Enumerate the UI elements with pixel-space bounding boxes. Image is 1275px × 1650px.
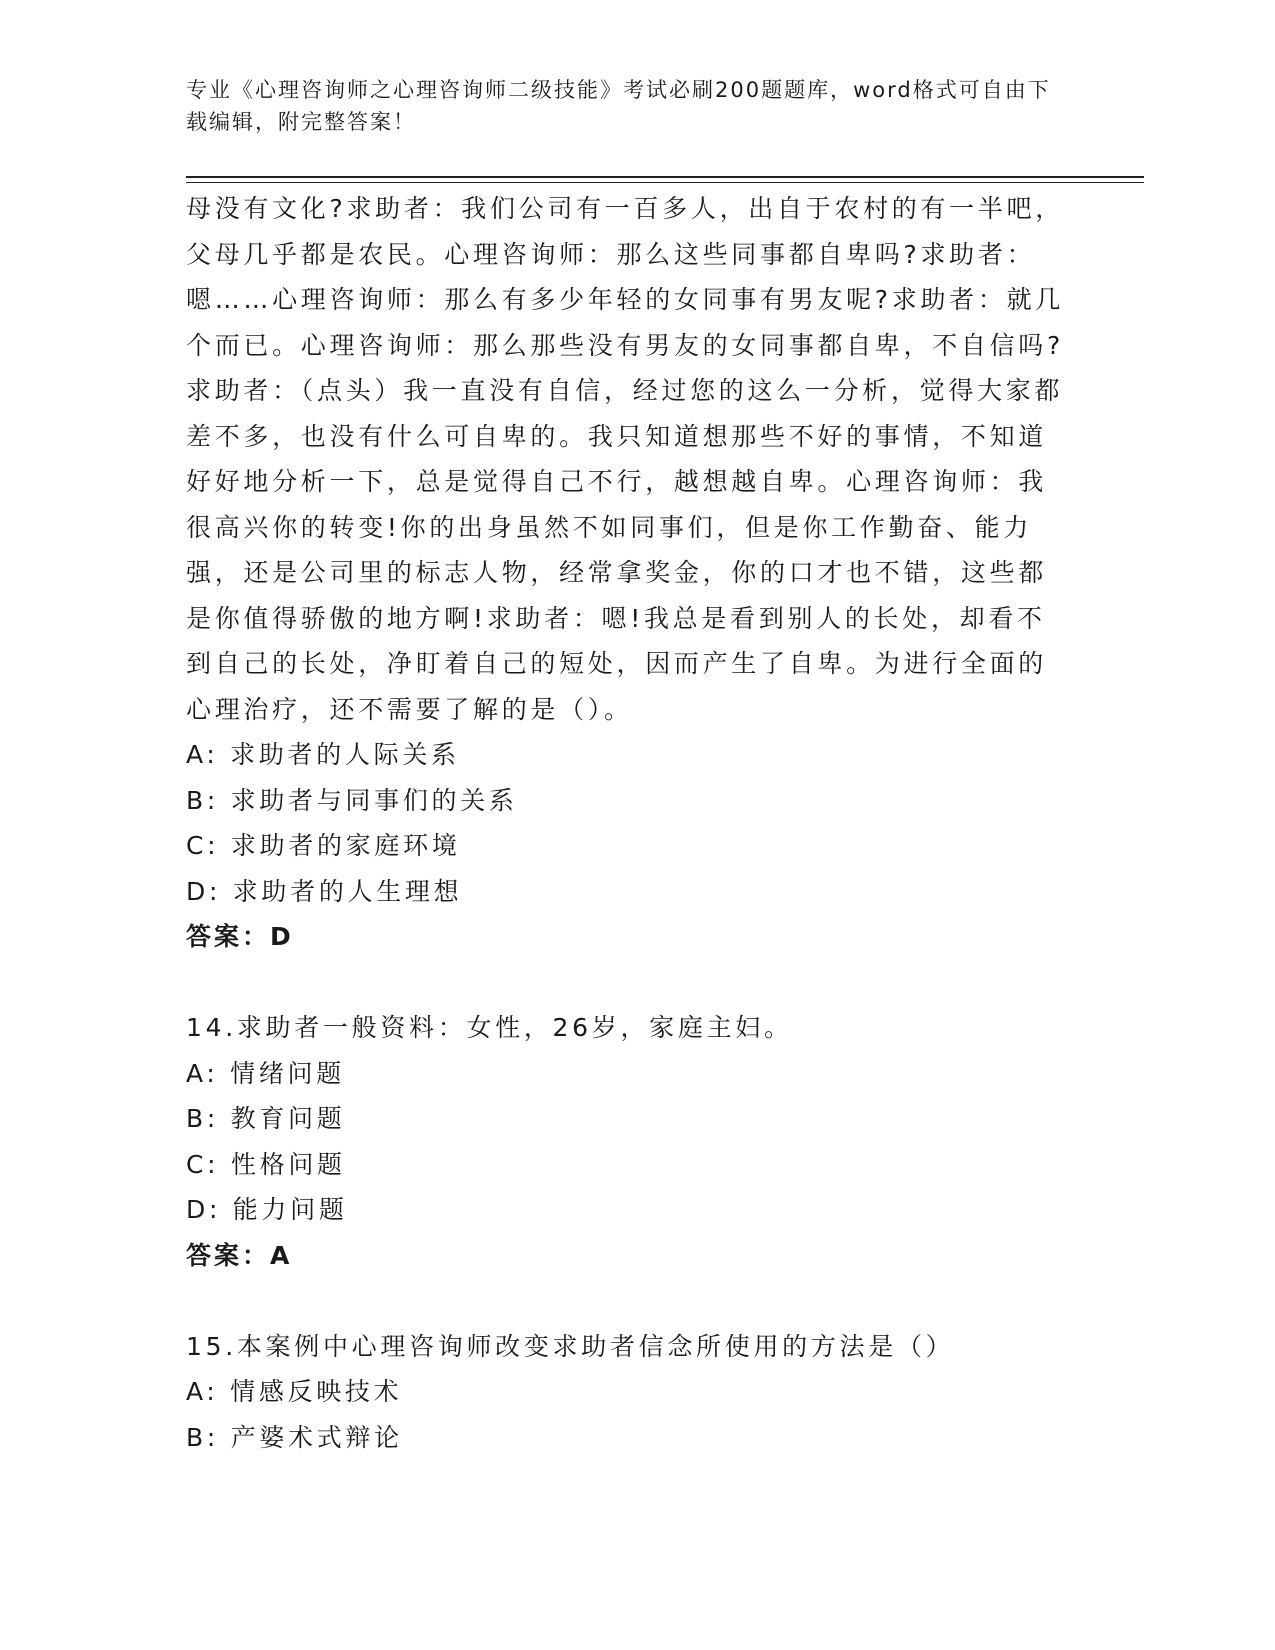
header-rule-thick (186, 176, 1144, 178)
question-text: 14.求助者一般资料：女性，26岁，家庭主妇。 (186, 1013, 793, 1042)
option-d: D: 求助者的人生理想 (186, 876, 463, 906)
option-a: A: 情感反映技术 (186, 1377, 403, 1406)
question-spacer (186, 960, 1066, 1006)
question-14 (186, 1005, 1066, 1278)
option-b: B: 产婆术式辩论 (186, 1422, 403, 1452)
option-d: D: 能力问题 (186, 1195, 348, 1224)
option-c: C: 求助者的家庭环境 (186, 831, 461, 860)
question-15 (186, 1324, 1066, 1461)
header-rule-thin (186, 182, 1144, 183)
question-spacer (186, 1278, 1066, 1324)
answer-line: 答案：D (186, 922, 294, 951)
answer-line: 答案：A (186, 1240, 293, 1270)
question-text: 母没有文化?求助者：我们公司有一百多人，出自于农村的有一半吧，父母几乎都是农民。心理咨询师：那么这些同事都自卑吗?求助者：嗯……心理咨询师：那么有多少年轻的女同事有男友呢?求助者：就几个而已。心理咨询师：那么那些没有男友的女同事都自卑，不自信吗?求助者：（点头）我一直没有自信，经过您的这么一分析，觉得大家都差不多，也没有什么可自卑的。我只知道想那些不好的事情，不知道好好地分析一下，总是觉得自己不行，越想越自卑。心理咨询师：我很高兴你的转变!你的出身虽然不如同事们，但是你工作勤奋、能力强，还是公司里的标志人物，经常拿奖金，你的口才也不错，这些都是你值得骄傲的地方啊!求助者：嗯!我总是看到别人的长处，却看不到自己的长处，净盯着自己的短处，因而产生了自卑。为进行全面的心理治疗，还不需要了解的是（）。 (186, 194, 1064, 724)
question-continued (186, 186, 1066, 960)
option-c: C: 性格问题 (186, 1149, 346, 1179)
option-b: B: 求助者与同事们的关系 (186, 785, 518, 815)
document-body (186, 186, 1066, 1460)
option-a: A: 求助者的人际关系 (186, 740, 460, 769)
document-header-title: 专业《心理咨询师之心理咨询师二级技能》考试必刷200题题库，word格式可自由下载编辑，附完整答案！ (186, 78, 1051, 134)
option-b: B: 教育问题 (186, 1104, 346, 1133)
option-a: A: 情绪问题 (186, 1058, 345, 1088)
question-text: 15.本案例中心理咨询师改变求助者信念所使用的方法是（） (186, 1331, 955, 1361)
